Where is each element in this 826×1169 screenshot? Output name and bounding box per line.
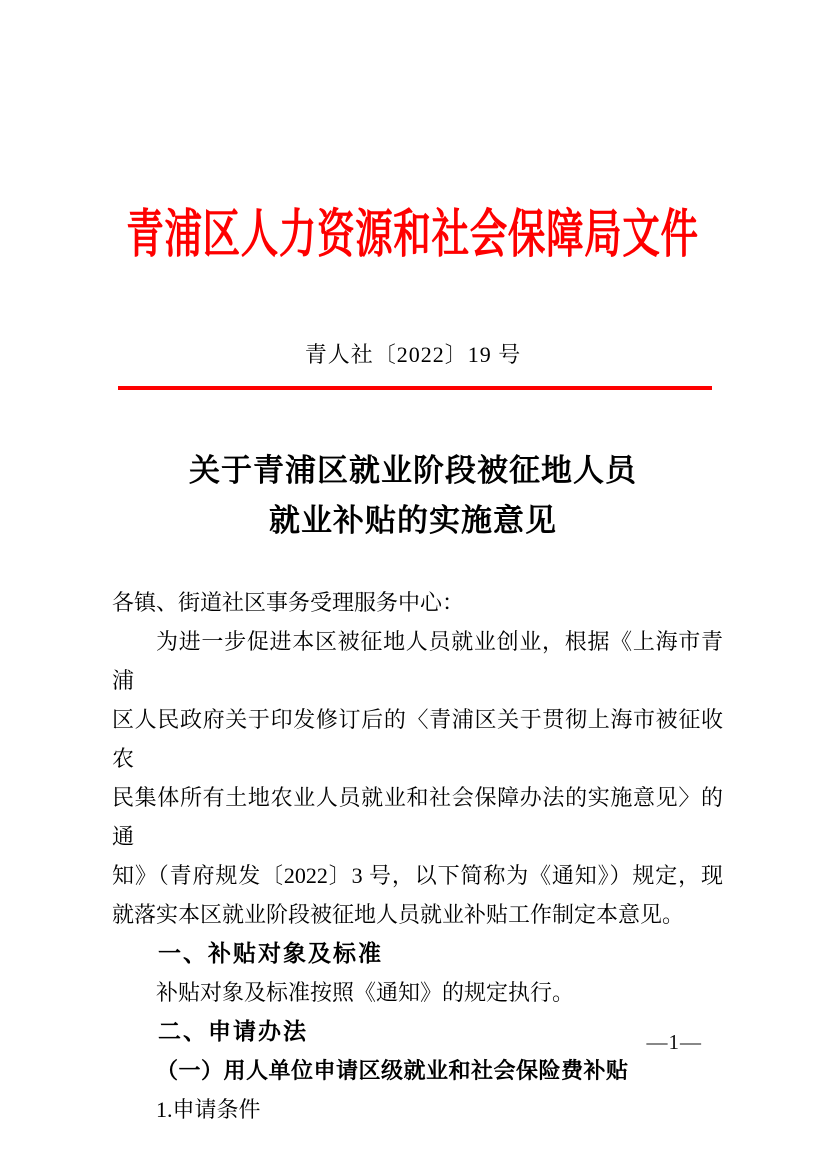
document-title-line1: 关于青浦区就业阶段被征地人员 — [189, 453, 637, 488]
red-separator-line — [118, 386, 712, 390]
body-line: 补贴对象及标准按照《通知》的规定执行。 — [156, 980, 575, 1005]
body-line: 1.申请条件 — [156, 1097, 261, 1122]
body-line: 区人民政府关于印发修订后的〈青浦区关于贯彻上海市被征收农 — [112, 707, 723, 771]
body-line: 二、申请办法 — [158, 1018, 308, 1044]
document-title-line2: 就业补贴的实施意见 — [269, 503, 557, 538]
body-line: （一）用人单位申请区级就业和社会保险费补贴 — [156, 1058, 629, 1083]
document-body — [112, 583, 723, 1129]
body-line: 就落实本区就业阶段被征地人员就业补贴工作制定本意见。 — [112, 902, 685, 927]
page-number: —1— — [646, 1030, 702, 1054]
body-line: 一、补贴对象及标准 — [158, 940, 383, 966]
body-line: 各镇、街道社区事务受理服务中心： — [112, 590, 465, 615]
body-line: 民集体所有土地农业人员就业和社会保障办法的实施意见〉的通 — [112, 785, 723, 849]
agency-title: 青浦区人力资源和社会保障局文件 — [126, 207, 700, 264]
body-line: 为进一步促进本区被征地人员就业创业，根据《上海市青浦 — [112, 629, 723, 693]
document-number: 青人社〔2022〕19 号 — [304, 342, 522, 367]
red-letterhead — [0, 203, 826, 269]
document-title — [0, 446, 826, 546]
body-line: 知》（青府规发〔2022〕3 号，以下简称为《通知》）规定，现 — [112, 863, 723, 888]
